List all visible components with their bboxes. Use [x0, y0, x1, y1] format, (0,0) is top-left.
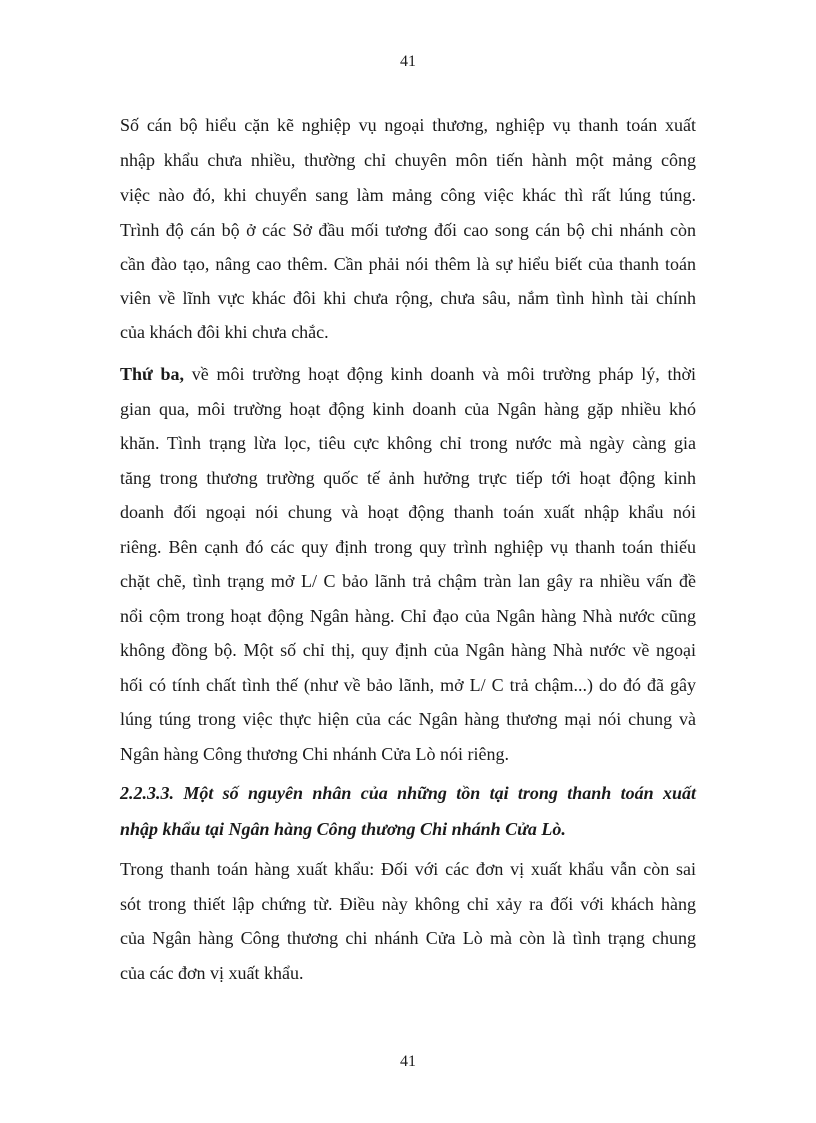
- paragraph-line: của Ngân hàng Công thương chi nhánh Cửa Lò mà còn là tình trạng chung: [120, 928, 696, 948]
- paragraph-line: nhập khẩu chưa nhiều, thường chỉ chuyên môn tiến hành một mảng công: [120, 150, 696, 170]
- paragraph-line: của khách đôi khi chưa chắc.: [120, 322, 329, 342]
- paragraph-line: [120, 362, 696, 386]
- paragraph-line: Trong thanh toán hàng xuất khẩu: Đối với các đơn vị xuất khẩu vẫn còn sai: [120, 859, 696, 879]
- paragraph-line: việc nào đó, khi chuyển sang làm mảng công việc khác thì rất lúng túng.: [120, 185, 696, 205]
- paragraph-line: nổi cộm trong hoạt động Ngân hàng. Chỉ đạo của Ngân hàng Nhà nước cũng: [120, 606, 696, 626]
- paragraph-line: sót trong thiết lập chứng từ. Điều này không chỉ xảy ra đối với khách hàng: [120, 894, 696, 914]
- paragraph-line: gian qua, môi trường hoạt động kinh doanh của Ngân hàng gặp nhiều khó: [120, 399, 696, 419]
- paragraph-line: Ngân hàng Công thương Chi nhánh Cửa Lò nói riêng.: [120, 744, 509, 764]
- paragraph-lead-rest: về môi trường hoạt động kinh doanh và môi trường pháp lý, thời: [184, 364, 696, 384]
- paragraph-line: hối có tính chất tình thế (như về bảo lãnh, mở L/ C trả chậm...) do đó đã gây: [120, 675, 696, 695]
- heading-line: 2.2.3.3. Một số nguyên nhân của những tồn tại trong thanh toán xuất: [120, 783, 696, 803]
- paragraph-line: viên về lĩnh vực khác đôi khi chưa rộng, chưa sâu, nắm tình hình tài chính: [120, 288, 696, 308]
- paragraph-line: doanh đối ngoại nói chung và hoạt động thanh toán xuất nhập khẩu nói: [120, 502, 696, 522]
- paragraph-line: cần đào tạo, nâng cao thêm. Cần phải nói thêm là sự hiểu biết của thanh toán: [120, 254, 696, 274]
- paragraph-line: Số cán bộ hiểu cặn kẽ nghiệp vụ ngoại thương, nghiệp vụ thanh toán xuất: [120, 115, 696, 135]
- heading-line: nhập khẩu tại Ngân hàng Công thương Chi nhánh Cửa Lò.: [120, 819, 566, 839]
- paragraph-line: Trình độ cán bộ ở các Sở đầu mối tương đối cao song cán bộ chi nhánh còn: [120, 220, 696, 240]
- page-number-bottom: 41: [400, 1053, 416, 1070]
- paragraph-line: lúng túng trong việc thực hiện của các Ngân hàng thương mại nói chung và: [120, 709, 696, 729]
- paragraph-line: riêng. Bên cạnh đó các quy định trong quy trình nghiệp vụ thanh toán thiếu: [120, 537, 696, 557]
- paragraph-line: không đồng bộ. Một số chỉ thị, quy định của Ngân hàng Nhà nước về ngoại: [120, 640, 696, 660]
- paragraph-line: của các đơn vị xuất khẩu.: [120, 963, 304, 983]
- page-number-top: 41: [400, 53, 416, 70]
- paragraph-line: chặt chẽ, tình trạng mở L/ C bảo lãnh trả chậm tràn lan gây ra nhiều vấn đề: [120, 571, 696, 591]
- paragraph-line: khăn. Tình trạng lừa lọc, tiêu cực không chỉ trong nước mà ngày càng gia: [120, 433, 696, 453]
- paragraph-line: tăng trong thương trường quốc tế ảnh hưởng trực tiếp tới hoạt động kinh: [120, 468, 696, 488]
- paragraph-lead: Thứ ba,: [120, 364, 185, 384]
